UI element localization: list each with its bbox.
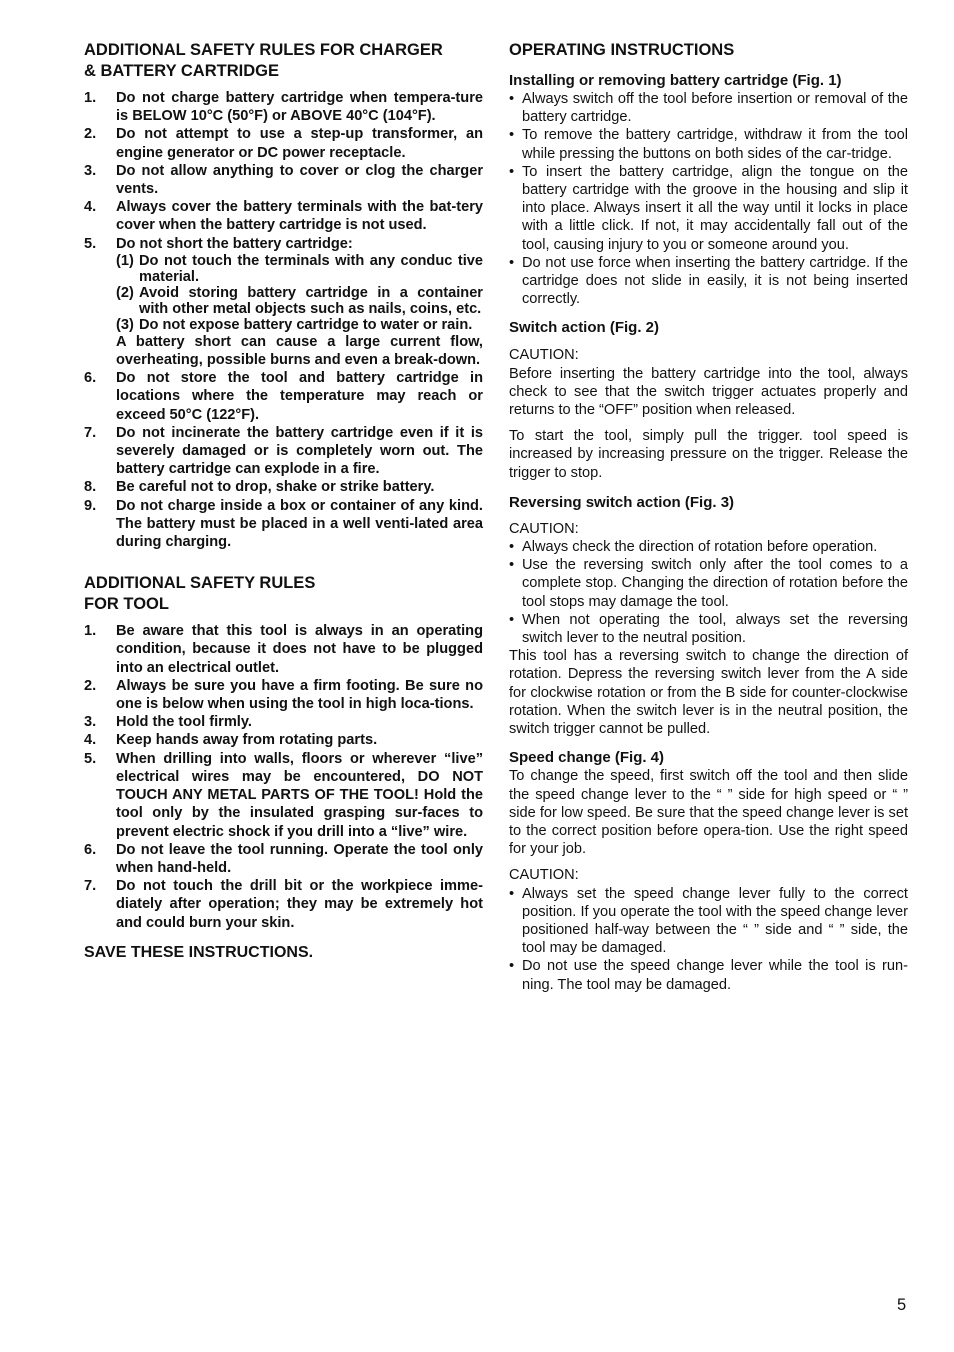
- list-item: 3. Do not allow anything to cover or clog the charger vents.: [84, 162, 483, 198]
- tool-rules-heading: ADDITIONAL SAFETY RULES FOR TOOL: [84, 574, 316, 614]
- switch-heading: Switch action (Fig. 2): [509, 319, 660, 337]
- speed-list: [509, 885, 908, 994]
- page-number: 5: [897, 1296, 907, 1314]
- list-item: 4. Always cover the battery terminals with the bat-tery cover when the battery cartridge is not used.: [84, 199, 483, 234]
- tool-rules-list: [84, 622, 483, 931]
- short-note: A battery short can cause a large current flow, overheating, possible burns and even a break-down.: [116, 333, 483, 369]
- charger-rules-heading: ADDITIONAL SAFETY RULES FOR CHARGER & BATTERY CARTRIDGE: [84, 41, 443, 80]
- list-item: 9. Do not charge inside a box or container of any kind. The battery must be placed in a well venti-lated area during charging.: [84, 497, 483, 551]
- reversing-paragraph: This tool has a reversing switch to change the direction of rotation. Depress the reversing switch lever from the A side for clockwise rotation or from the B side for counter-clockwise rotation. When the switch lever is in the neutral position, the switch trigger cannot be pulled.: [509, 648, 908, 738]
- install-heading: Installing or removing battery cartridge (Fig. 1): [509, 72, 842, 89]
- list-item: • To remove the battery cartridge, withdraw it from the tool while pressing the buttons on both sides of the car-tridge.: [509, 126, 908, 162]
- operating-instructions-heading: OPERATING INSTRUCTIONS: [509, 41, 735, 59]
- list-item: 4. Keep hands away from rotating parts.: [84, 732, 378, 749]
- list-item: (1) Do not touch the terminals with any conduc tive material.: [116, 252, 483, 285]
- list-item: 7. Do not incinerate the battery cartridge even if it is severely damaged or is completely worn out. The battery cartridge can explode in a fire.: [84, 424, 483, 478]
- list-item: 6. Do not leave the tool running. Operate the tool only when hand-held.: [84, 841, 483, 876]
- list-item: • Do not use the speed change lever while the tool is run-ning. The tool may be damaged.: [509, 957, 908, 993]
- list-item: • Always check the direction of rotation before operation.: [509, 538, 908, 556]
- left-column: [84, 40, 483, 962]
- install-list: [509, 90, 908, 308]
- list-item: 8. Be careful not to drop, shake or strike battery.: [84, 479, 435, 496]
- list-item: • Always set the speed change lever fully to the correct position. If you operate the tool with the speed change lever positioned half-way between the “ ” side and “ ” side, the tool may be damaged.: [509, 885, 908, 958]
- list-item: (2) Avoid storing battery cartridge in a container with other metal objects such as nails, coins, etc.: [116, 284, 483, 317]
- list-item: (3) Do not expose battery cartridge to water or rain.: [116, 316, 473, 333]
- list-item: 5. Do not short the battery cartridge: (1) Do not touch the terminals with any conduc tive material. (2) Avoid storing battery cartridge in a container with other metal objects such as nails, coins, etc. (3) Do not expose battery cartridge to water or rain. A battery short can cause a large current flow, overheating, possible burns and even a break-down.: [84, 235, 483, 369]
- reversing-caution: CAUTION:: [509, 520, 579, 537]
- save-instructions: SAVE THESE INSTRUCTIONS.: [84, 943, 314, 961]
- list-item: 2. Do not attempt to use a step-up transformer, an engine generator or DC power receptacle.: [84, 126, 483, 161]
- charger-rules-list: [84, 89, 483, 551]
- list-item: • When not operating the tool, always set the reversing switch lever to the neutral position.: [509, 611, 908, 647]
- short-sublist: [116, 253, 483, 333]
- list-item: 5. When drilling into walls, floors or wherever “live” electrical wires may be encountered, DO NOT TOUCH ANY METAL PARTS OF THE TOOL! Hold the tool only by the insulated grasping sur-faces to prevent electric shock if you drill into a “live” wire.: [84, 750, 483, 840]
- reversing-heading: Reversing switch action (Fig. 3): [509, 493, 735, 511]
- list-item: • Use the reversing switch only after the tool comes to a complete stop. Changing the direction of rotation before the tool stops may damage the tool.: [509, 556, 908, 611]
- switch-paragraph-1: Before inserting the battery cartridge into the tool, always check to see that the switch trigger actuates properly and returns to the “OFF” position when released.: [509, 365, 908, 419]
- speed-caution: CAUTION:: [509, 867, 579, 884]
- list-item: 7. Do not touch the drill bit or the workpiece imme-diately after operation; they may be extremely hot and could burn your skin.: [84, 878, 483, 931]
- switch-caution: CAUTION:: [509, 347, 579, 364]
- list-item: • To insert the battery cartridge, align the tongue on the battery cartridge with the groove in the housing and slip it into place. Always insert it all the way until it locks in place with a little click. If not, it may accidentally fall out of the tool, causing injury to you or someone around you.: [509, 163, 908, 254]
- list-item: 6. Do not store the tool and battery cartridge in locations where the temperature may reach or exceed 50°C (122°F).: [84, 370, 483, 423]
- right-column: [509, 40, 908, 994]
- list-item: 2. Always be sure you have a firm footing. Be sure no one is below when using the tool in high loca-tions.: [84, 677, 483, 713]
- reversing-list: [509, 538, 908, 647]
- list-item: 3. Hold the tool firmly.: [84, 714, 252, 731]
- speed-paragraph: To change the speed, first switch off the tool and then slide the speed change lever to the “ ” side for high speed or “ ” side for low speed. Be sure that the speed change lever is set to the correct position before opera-tion. Use the right speed for your job.: [509, 768, 908, 858]
- list-item: • Always switch off the tool before insertion or removal of the battery cartridge.: [509, 90, 908, 126]
- speed-heading: Speed change (Fig. 4): [509, 749, 665, 767]
- list-item: 1. Be aware that this tool is always in an operating condition, because it does not have to be plugged into an electrical outlet.: [84, 623, 483, 676]
- list-item: • Do not use force when inserting the battery cartridge. If the cartridge does not slide in easily, it is not being inserted correctly.: [509, 254, 908, 309]
- list-item: 1. Do not charge battery cartridge when tempera-ture is BELOW 10°C (50°F) or ABOVE 40°C (104°F).: [84, 90, 483, 125]
- switch-paragraph-2: To start the tool, simply pull the trigger. tool speed is increased by increasing pressure on the trigger. Release the trigger to stop.: [509, 428, 908, 481]
